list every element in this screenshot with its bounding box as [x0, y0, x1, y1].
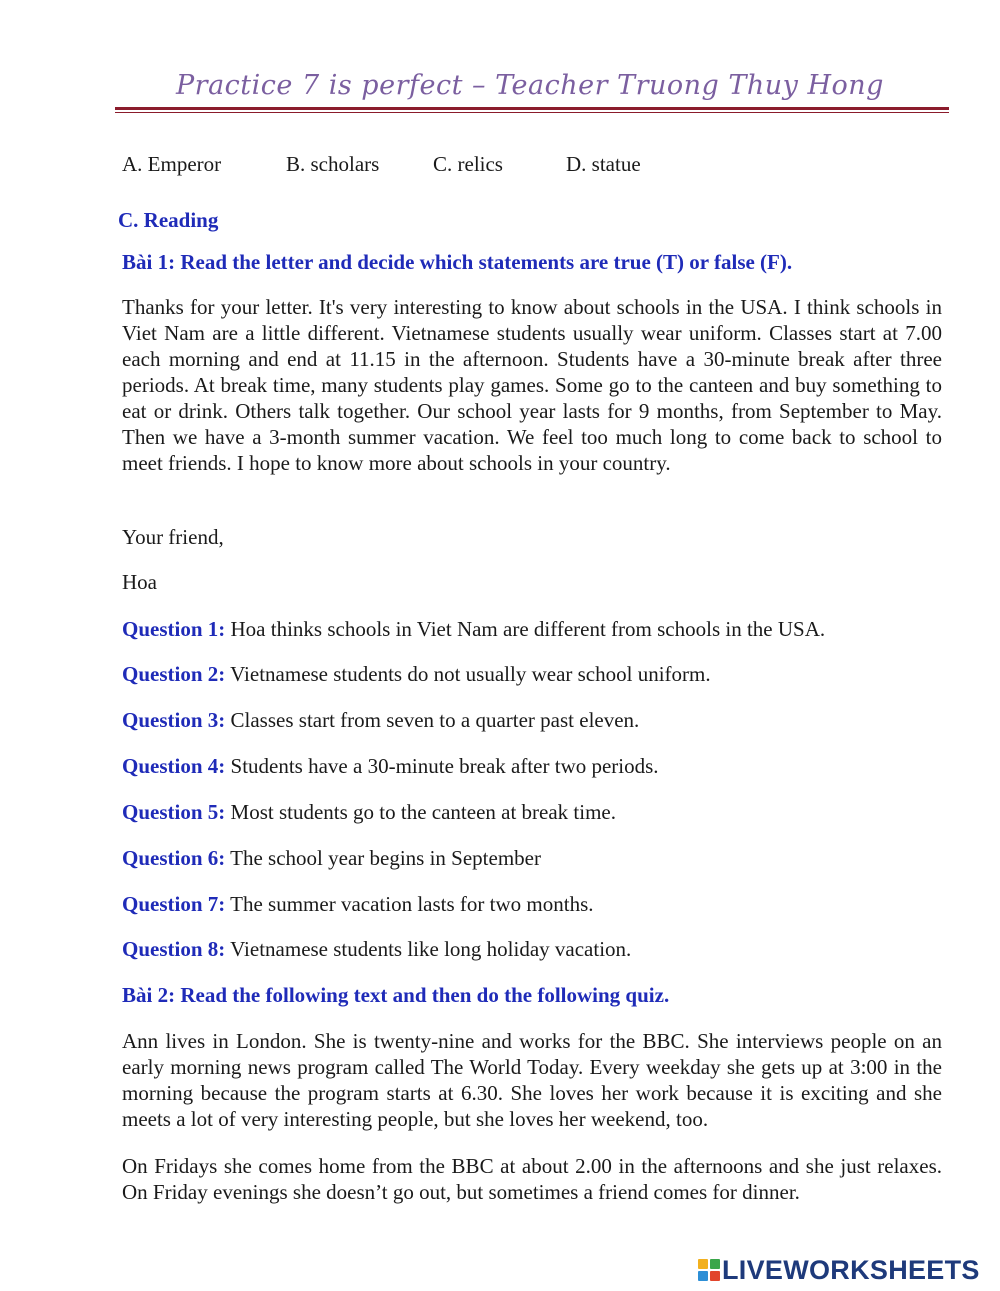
question-text: Vietnamese students do not usually wear school uniform.: [230, 662, 711, 686]
reading-paragraph-1: Ann lives in London. She is twenty-nine and works for the BBC. She interviews people on an early morning news program called The World Today. Every weekday she gets up at 3:00 in the morning because the program starts at 6.30. She loves her work because it is exciting and she meets a lot of very interesting people, but she loves her weekend, too.: [122, 1029, 942, 1131]
question-text: The school year begins in September: [230, 846, 541, 870]
question-4: [122, 754, 659, 779]
letter-closing: Your friend,: [122, 525, 224, 549]
exercise-1-title: Bài 1: Read the letter and decide which statements are true (T) or false (F).: [122, 250, 793, 274]
question-label: Question 7:: [122, 892, 226, 916]
question-label: Question 1:: [122, 617, 226, 641]
question-label: Question 6:: [122, 846, 226, 870]
reading-paragraph-2: On Fridays she comes home from the BBC at about 2.00 in the afternoons and she just relaxes. On Friday evenings she doesn’t go out, but sometimes a friend comes for dinner.: [122, 1154, 942, 1204]
question-label: Question 2:: [122, 662, 226, 686]
option-c: C. relics: [433, 152, 503, 176]
liveworksheets-icon: [698, 1259, 720, 1281]
question-label: Question 3:: [122, 708, 226, 732]
page-header-title: Practice 7 is perfect – Teacher Truong Thuy Hong: [176, 70, 884, 101]
section-title: C. Reading: [118, 208, 219, 232]
question-label: Question 4:: [122, 754, 226, 778]
question-5: [122, 800, 616, 825]
question-8: [122, 937, 631, 962]
question-7: [122, 892, 594, 917]
question-text: Classes start from seven to a quarter past eleven.: [230, 708, 640, 732]
logo-text: LIVEWORKSHEETS: [722, 1254, 980, 1285]
question-text: The summer vacation lasts for two months.: [230, 892, 594, 916]
letter-text: Thanks for your letter. It's very interesting to know about schools in the USA. I think schools in Viet Nam are a little different. Vietnamese students usually wear uniform. Classes start at 7.00 each morning and end at 11.15 in the afternoon. Students have a 30-minute break after three periods. At break time, many students play games. Some go to the canteen and buy something to eat or drink. Others talk together. Our school year lasts for 9 months, from September to May. Then we have a 3-month summer vacation. We feel too much long to come back to school to meet friends. I hope to know more about schools in your country.: [122, 295, 942, 475]
liveworksheets-logo[interactable]: [698, 1255, 980, 1285]
exercise-2-title: Bài 2: Read the following text and then do the following quiz.: [122, 983, 670, 1007]
question-3: [122, 708, 639, 733]
header-rule-thin: [115, 112, 949, 113]
question-text: Most students go to the canteen at break time.: [230, 800, 617, 824]
question-text: Hoa thinks schools in Viet Nam are different from schools in the USA.: [230, 617, 826, 641]
question-text: Vietnamese students like long holiday vacation.: [230, 937, 632, 961]
letter-signature: Hoa: [122, 570, 157, 594]
question-2: [122, 662, 711, 687]
header-rule: [115, 107, 949, 110]
question-label: Question 5:: [122, 800, 226, 824]
question-6: [122, 846, 541, 871]
question-text: Students have a 30-minute break after two periods.: [230, 754, 659, 778]
option-b: B. scholars: [286, 152, 380, 176]
option-a: A. Emperor: [122, 152, 222, 176]
question-label: Question 8:: [122, 937, 226, 961]
option-d: D. statue: [566, 152, 641, 176]
question-1: [122, 617, 825, 642]
